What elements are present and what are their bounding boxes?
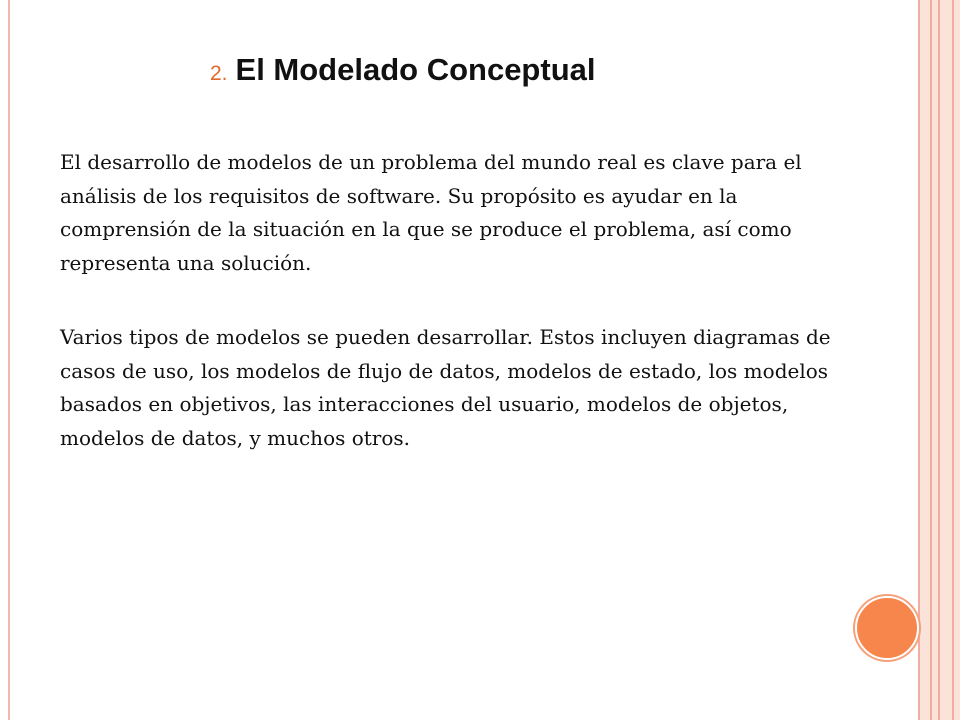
right-stripe [954, 0, 960, 720]
decorative-circle [855, 596, 919, 660]
right-stripe [920, 0, 930, 720]
slide-title [210, 52, 595, 88]
right-stripe [940, 0, 952, 720]
left-border-line [8, 0, 10, 720]
title-number: 2. [210, 62, 228, 85]
title-text: El Modelado Conceptual [235, 52, 596, 87]
paragraph-2: Varios tipos de modelos se pueden desarrollar. Estos incluyen diagramas de casos de uso, los modelos de flujo de datos, modelos de estado, los modelos basados en objetivos, las interacciones del usuario, modelos de objetos, modelos de datos, y muchos otros. [60, 325, 831, 450]
paragraph-1: El desarrollo de modelos de un problema del mundo real es clave para el análisis de los requisitos de software. Su propósito es ayudar en la comprensión de la situación en la que se produce el problema, así como representa una solución. [60, 150, 802, 275]
